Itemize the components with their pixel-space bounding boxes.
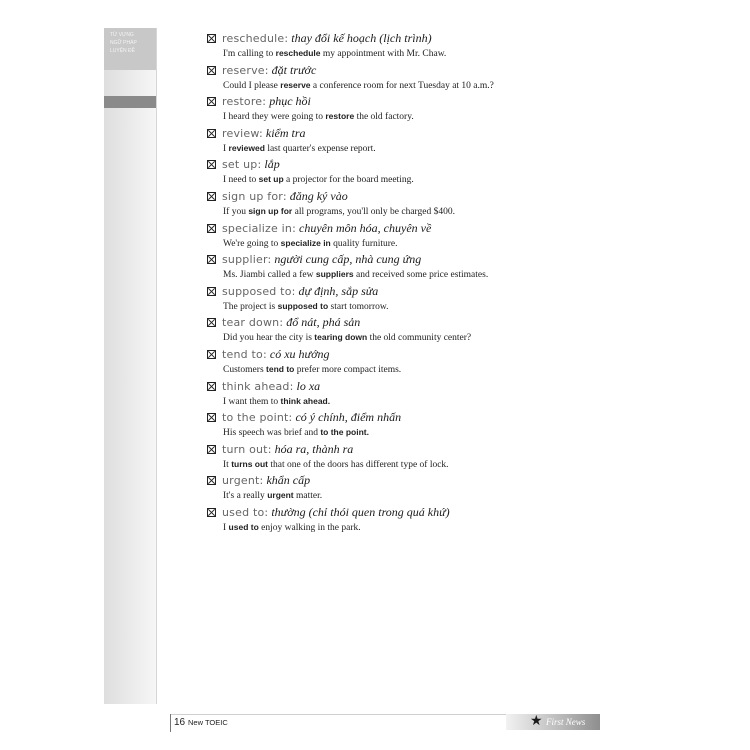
example-text: the old community center? bbox=[367, 333, 472, 344]
vocab-heading bbox=[207, 379, 627, 395]
vocab-term: reserve: bbox=[222, 63, 269, 77]
vocab-term: tend to: bbox=[222, 347, 267, 361]
vocab-term: review: bbox=[222, 126, 263, 140]
example-text: my appointment with Mr. Chaw. bbox=[320, 49, 447, 59]
vocab-term: supposed to: bbox=[222, 284, 296, 298]
vocab-example bbox=[207, 237, 627, 250]
vocab-term: reschedule: bbox=[222, 32, 289, 45]
vocab-definition: lo xa bbox=[296, 378, 321, 393]
vocab-entry bbox=[207, 347, 627, 379]
vocab-entry bbox=[207, 410, 627, 442]
vocab-heading bbox=[207, 221, 627, 237]
vocab-term: to the point: bbox=[222, 411, 293, 425]
vocab-heading bbox=[207, 347, 627, 363]
vocab-entry bbox=[207, 315, 627, 347]
example-text: I need to bbox=[223, 175, 259, 186]
example-keyword: restore bbox=[325, 111, 355, 122]
vocab-definition: đăng ký vào bbox=[289, 188, 348, 203]
vocab-example bbox=[207, 205, 627, 218]
vocab-heading bbox=[207, 505, 627, 521]
vocab-example bbox=[207, 173, 627, 186]
checkbox-icon bbox=[207, 382, 216, 391]
vocab-heading bbox=[207, 157, 627, 173]
example-text: last quarter's expense report. bbox=[264, 143, 376, 154]
example-text: I want them to bbox=[223, 396, 281, 407]
vocab-definition: hóa ra, thành ra bbox=[274, 441, 354, 456]
vocab-definition: đặt trước bbox=[271, 62, 317, 77]
vocab-heading bbox=[207, 31, 627, 47]
page-side-strip bbox=[104, 28, 157, 704]
vocab-definition: chuyên môn hóa, chuyên về bbox=[299, 220, 432, 235]
checkbox-icon bbox=[207, 445, 216, 454]
example-keyword: supposed to bbox=[277, 300, 329, 311]
checkbox-icon bbox=[207, 224, 216, 233]
vocab-entry bbox=[207, 505, 627, 537]
vocab-heading bbox=[207, 94, 627, 110]
vocab-example bbox=[207, 110, 627, 123]
example-text: Could I please bbox=[223, 80, 281, 91]
example-keyword: reschedule bbox=[275, 48, 321, 58]
vocab-heading bbox=[207, 442, 627, 458]
vocab-term: restore: bbox=[222, 95, 267, 109]
section-tab-line: TỪ VỰNG bbox=[110, 32, 134, 38]
footer-divider bbox=[170, 714, 171, 732]
vocab-definition: thay đổi kế hoạch (lịch trình) bbox=[291, 31, 432, 45]
example-keyword: suppliers bbox=[315, 269, 354, 280]
vocab-heading bbox=[207, 189, 627, 205]
vocab-term: think ahead: bbox=[222, 379, 294, 393]
vocab-definition: có xu hướng bbox=[269, 346, 330, 361]
example-keyword: think ahead. bbox=[280, 395, 331, 406]
vocab-heading bbox=[207, 473, 627, 489]
vocab-term: specialize in: bbox=[222, 221, 297, 235]
vocab-definition: lắp bbox=[264, 157, 280, 172]
example-text: a conference room for next Tuesday at 10 a.m.? bbox=[310, 80, 494, 91]
example-text: start tomorrow. bbox=[328, 301, 389, 312]
vocab-example bbox=[207, 395, 627, 408]
checkbox-icon bbox=[207, 66, 216, 75]
vocab-heading bbox=[207, 284, 627, 300]
vocab-definition: phục hồi bbox=[269, 94, 311, 109]
example-keyword: used to bbox=[228, 521, 259, 532]
example-text: prefer more compact items. bbox=[294, 364, 402, 375]
vocabulary-list bbox=[207, 31, 627, 537]
example-keyword: turns out bbox=[231, 458, 269, 469]
checkbox-icon bbox=[207, 255, 216, 264]
vocab-term: supplier: bbox=[222, 253, 272, 267]
vocab-entry bbox=[207, 126, 627, 158]
example-text: enjoy walking in the park. bbox=[258, 522, 361, 533]
star-icon: ★ bbox=[530, 714, 543, 729]
vocab-term: sign up for: bbox=[222, 189, 287, 203]
section-marker bbox=[104, 96, 156, 108]
vocab-definition: người cung cấp, nhà cung ứng bbox=[274, 252, 422, 267]
vocab-term: used to: bbox=[222, 505, 269, 519]
checkbox-icon bbox=[207, 192, 216, 201]
example-text: and received some price estimates. bbox=[353, 270, 489, 281]
checkbox-icon bbox=[207, 350, 216, 359]
example-text: I bbox=[223, 143, 229, 154]
vocab-term: set up: bbox=[222, 158, 262, 172]
vocab-entry bbox=[207, 94, 627, 126]
vocab-example bbox=[207, 79, 627, 92]
vocab-entry bbox=[207, 221, 627, 253]
section-tab bbox=[104, 28, 156, 70]
example-text: Ms. Jiambi called a few bbox=[223, 270, 316, 281]
checkbox-icon bbox=[207, 129, 216, 138]
example-keyword: tearing down bbox=[314, 332, 368, 343]
publisher-name: First News bbox=[546, 717, 586, 727]
example-keyword: tend to bbox=[266, 363, 295, 374]
example-keyword: reviewed bbox=[228, 142, 265, 153]
example-text: His speech was brief and bbox=[223, 428, 321, 439]
vocab-definition: có ý chính, điểm nhấn bbox=[295, 410, 402, 425]
checkbox-icon bbox=[207, 413, 216, 422]
example-text: I bbox=[223, 522, 229, 533]
vocab-definition: thường (chỉ thói quen trong quá khứ) bbox=[271, 504, 450, 519]
example-text: quality furniture. bbox=[330, 238, 398, 249]
vocab-example bbox=[207, 363, 627, 376]
vocab-entry bbox=[207, 63, 627, 95]
vocab-example bbox=[207, 458, 627, 471]
example-keyword: specialize in bbox=[280, 237, 331, 248]
checkbox-icon bbox=[207, 97, 216, 106]
section-tab-line: NGỮ PHÁP bbox=[110, 40, 137, 46]
vocab-example bbox=[207, 47, 627, 60]
example-text: It bbox=[223, 459, 232, 470]
vocab-term: turn out: bbox=[222, 442, 272, 456]
example-text: The project is bbox=[223, 301, 278, 312]
example-keyword: set up bbox=[258, 174, 284, 185]
vocab-definition: khẩn cấp bbox=[266, 473, 311, 488]
example-text: We're going to bbox=[223, 238, 281, 249]
example-text: I'm calling to bbox=[223, 49, 276, 59]
example-keyword: sign up for bbox=[248, 205, 293, 216]
vocab-entry bbox=[207, 189, 627, 221]
checkbox-icon bbox=[207, 34, 216, 43]
checkbox-icon bbox=[207, 476, 216, 485]
example-text: Customers bbox=[223, 364, 267, 375]
example-text: Did you hear the city is bbox=[223, 333, 315, 344]
vocab-entry bbox=[207, 252, 627, 284]
example-text: a projector for the board meeting. bbox=[283, 175, 414, 186]
example-text: that one of the doors has different type of lock. bbox=[268, 459, 449, 470]
vocab-heading bbox=[207, 252, 627, 268]
vocab-example bbox=[207, 142, 627, 155]
vocab-entry bbox=[207, 157, 627, 189]
vocab-entry bbox=[207, 442, 627, 474]
example-keyword: to the point. bbox=[320, 427, 369, 438]
vocab-entry bbox=[207, 284, 627, 316]
vocab-term: tear down: bbox=[222, 316, 284, 330]
vocab-heading bbox=[207, 126, 627, 142]
section-tab-line: LUYỆN ĐỀ bbox=[110, 48, 136, 54]
vocab-example bbox=[207, 268, 627, 281]
page-number: 16 bbox=[174, 717, 186, 728]
example-keyword: urgent bbox=[267, 490, 294, 501]
vocab-example bbox=[207, 521, 627, 534]
checkbox-icon bbox=[207, 318, 216, 327]
vocab-entry bbox=[207, 31, 627, 63]
vocab-example bbox=[207, 489, 627, 502]
vocab-entry bbox=[207, 379, 627, 411]
vocab-example bbox=[207, 300, 627, 313]
example-text: I heard they were going to bbox=[223, 112, 326, 123]
example-text: If you bbox=[223, 206, 249, 217]
example-text: It's a really bbox=[223, 491, 268, 502]
example-text: matter. bbox=[293, 491, 323, 502]
publisher-brand bbox=[506, 714, 600, 730]
vocab-definition: kiểm tra bbox=[265, 125, 306, 140]
checkbox-icon bbox=[207, 508, 216, 517]
vocab-definition: dự định, sắp sửa bbox=[298, 283, 379, 298]
vocab-example bbox=[207, 331, 627, 344]
checkbox-icon bbox=[207, 287, 216, 296]
vocab-example bbox=[207, 426, 627, 439]
vocab-term: urgent: bbox=[222, 474, 264, 488]
example-keyword: reserve bbox=[280, 79, 311, 90]
example-text: all programs, you'll only be charged $400. bbox=[292, 206, 455, 217]
vocab-entry bbox=[207, 473, 627, 505]
vocab-definition: đổ nát, phá sản bbox=[286, 315, 361, 330]
vocab-heading bbox=[207, 410, 627, 426]
vocab-heading bbox=[207, 315, 627, 331]
checkbox-icon bbox=[207, 160, 216, 169]
book-title: New TOEIC bbox=[188, 718, 228, 727]
example-text: the old factory. bbox=[354, 112, 414, 123]
vocab-heading bbox=[207, 63, 627, 79]
